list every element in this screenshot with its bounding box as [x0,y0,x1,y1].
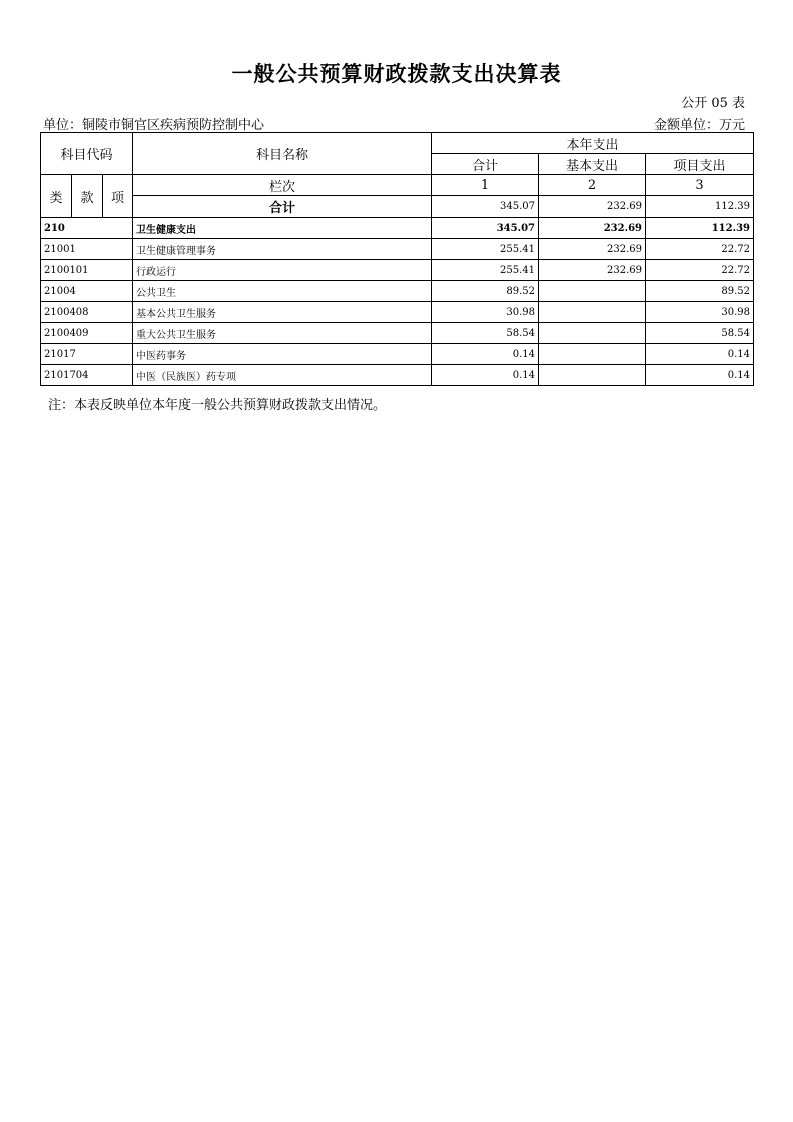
expenditure-table [40,132,754,386]
row-project: 89.52 [646,281,754,302]
total-row-total: 345.07 [432,196,539,218]
row-project: 30.98 [646,302,754,323]
header-item: 项 [103,175,133,218]
row-code: 21004 [41,281,133,302]
row-code: 2101704 [41,365,133,386]
header-col1: 1 [432,175,539,196]
row-project: 0.14 [646,344,754,365]
row-code: 21017 [41,344,133,365]
row-basic [539,302,646,323]
row-name: 中医药事务 [133,344,432,365]
header-basic: 基本支出 [539,154,646,175]
row-total: 58.54 [432,323,539,344]
table-row [41,260,754,281]
footnote: 注：本表反映单位本年度一般公共预算财政拨款支出情况。 [48,398,387,413]
row-total: 255.41 [432,260,539,281]
total-row-basic: 232.69 [539,196,646,218]
row-basic: 232.69 [539,260,646,281]
header-col2: 2 [539,175,646,196]
row-basic [539,323,646,344]
row-name: 公共卫生 [133,281,432,302]
row-basic: 232.69 [539,239,646,260]
row-project: 0.14 [646,365,754,386]
table-row [41,323,754,344]
header-section: 款 [72,175,103,218]
row-name: 行政运行 [133,260,432,281]
header-total: 合计 [432,154,539,175]
table-row [41,365,754,386]
row-name: 卫生健康管理事务 [133,239,432,260]
header-spending: 本年支出 [432,133,754,154]
unit-label: 单位：铜陵市铜官区疾病预防控制中心 [43,118,265,133]
row-project: 22.72 [646,239,754,260]
row-name: 中医（民族医）药专项 [133,365,432,386]
row-total: 0.14 [432,344,539,365]
row-code: 210 [41,218,133,239]
total-row-project: 112.39 [646,196,754,218]
row-name: 重大公共卫生服务 [133,323,432,344]
row-name: 基本公共卫生服务 [133,302,432,323]
row-project: 58.54 [646,323,754,344]
row-total: 89.52 [432,281,539,302]
row-total: 255.41 [432,239,539,260]
row-project: 22.72 [646,260,754,281]
page-title: 一般公共预算财政拨款支出决算表 [231,62,562,86]
row-name: 卫生健康支出 [133,218,432,239]
header-project: 项目支出 [646,154,754,175]
table-row [41,302,754,323]
header-class: 类 [41,175,72,218]
row-total: 30.98 [432,302,539,323]
row-basic [539,344,646,365]
table-row [41,344,754,365]
row-basic: 232.69 [539,218,646,239]
header-column-index: 栏次 [133,175,432,196]
row-total: 345.07 [432,218,539,239]
money-unit-label: 金额单位：万元 [653,118,745,133]
header-code: 科目代码 [41,133,133,175]
form-number: 公开 05 表 [681,96,745,111]
row-basic [539,281,646,302]
header-name: 科目名称 [133,133,432,175]
row-code: 2100408 [41,302,133,323]
table-row [41,281,754,302]
row-total: 0.14 [432,365,539,386]
table-row [41,218,754,239]
row-code: 2100101 [41,260,133,281]
total-row-label: 合计 [133,196,432,218]
row-basic [539,365,646,386]
row-code: 21001 [41,239,133,260]
table-row [41,239,754,260]
row-code: 2100409 [41,323,133,344]
header-col3: 3 [646,175,754,196]
row-project: 112.39 [646,218,754,239]
